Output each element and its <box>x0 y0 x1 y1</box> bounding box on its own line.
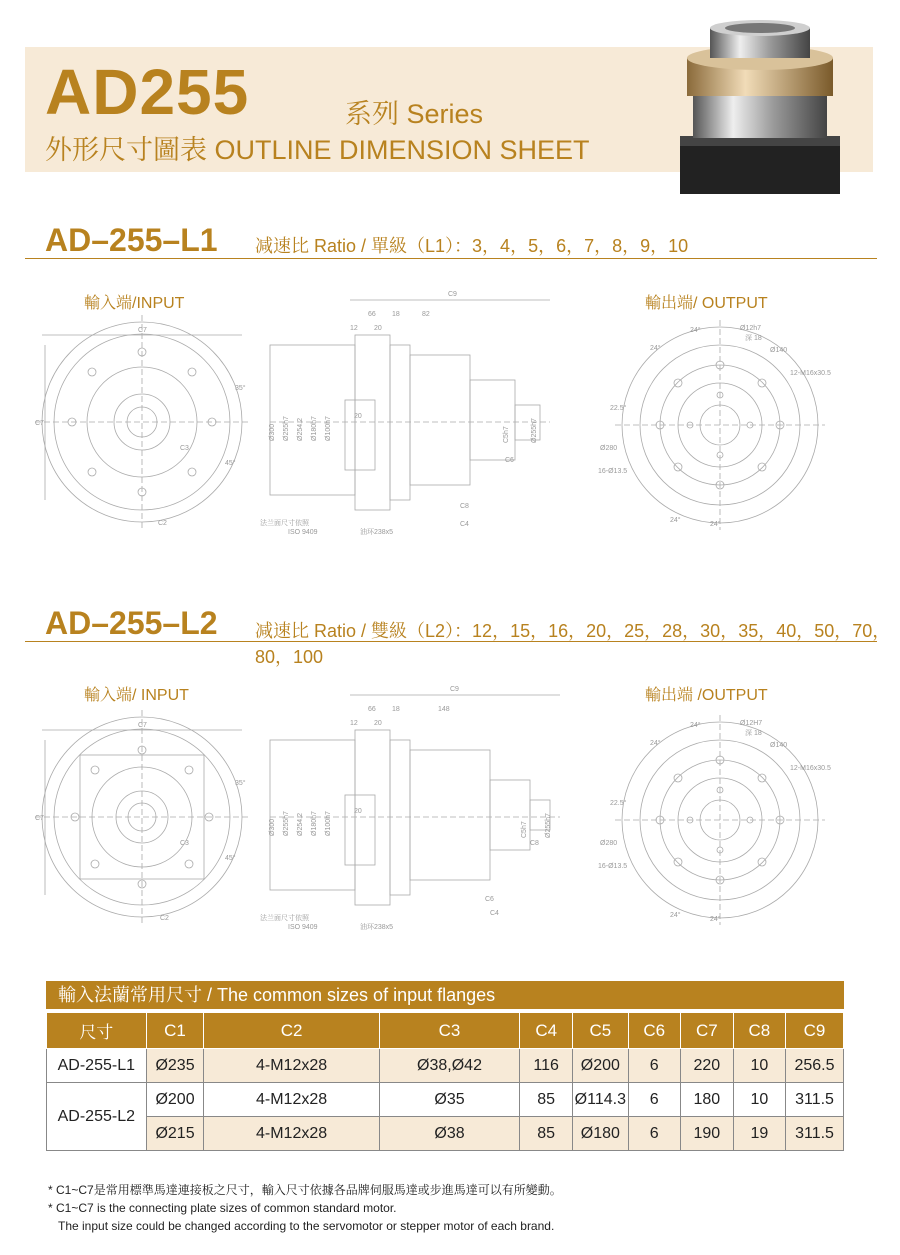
out-24a: 24° <box>690 327 701 334</box>
in2-a35-label: 35° <box>235 780 246 787</box>
out2-depth: 深 18 <box>745 730 762 737</box>
table-cell: 10 <box>733 1049 785 1083</box>
side-66-label: 66 <box>368 311 376 318</box>
out2-24c: 24° <box>670 912 681 919</box>
table-cell: 6 <box>628 1049 680 1083</box>
section-ratio-l1: 减速比 Ratio / 單級（L1）：3，4，5，6，7，8，9，10 <box>255 236 689 256</box>
side2-c8-label: C8 <box>530 840 539 847</box>
table-header: C4 <box>520 1013 573 1049</box>
table-cell: 6 <box>628 1117 680 1151</box>
side2-148-label: 148 <box>438 706 450 713</box>
table-header: C3 <box>379 1013 520 1049</box>
table-cell: Ø38 <box>379 1117 520 1151</box>
table-header: C1 <box>146 1013 204 1049</box>
table-header: C5 <box>573 1013 629 1049</box>
table-cell: 116 <box>520 1049 573 1083</box>
side-d255-label: Ø255h7 <box>283 416 290 441</box>
table-cell: Ø235 <box>146 1049 204 1083</box>
side2-c1-label: Ø255h7 <box>545 813 552 838</box>
table-cell: Ø215 <box>146 1117 204 1151</box>
table-cell: 180 <box>680 1083 733 1117</box>
side2-18-label: 18 <box>392 706 400 713</box>
table-cell: 85 <box>520 1083 573 1117</box>
section-ratio-l2: 减速比 Ratio / 雙級（L2）：12，15，16，20，25，28，30，35，40，50，70，80，100 <box>255 621 891 667</box>
side-c9-label: C9 <box>448 291 457 298</box>
out2-225: 22.5° <box>610 800 627 807</box>
table-header: C8 <box>733 1013 785 1049</box>
table-cell: 190 <box>680 1117 733 1151</box>
side-12-label: 12 <box>350 325 358 332</box>
in2-c3-label: C3 <box>180 840 189 847</box>
in2-c7-label: C7 <box>138 722 147 729</box>
table-cell: Ø200 <box>146 1083 204 1117</box>
table-cell: 256.5 <box>786 1049 844 1083</box>
table-cell: 19 <box>733 1117 785 1151</box>
out-d140: Ø140 <box>770 347 788 354</box>
in2-c7v-label: C7 <box>35 815 44 822</box>
out2-24a: 24° <box>690 722 701 729</box>
side-82-label: 82 <box>422 311 430 318</box>
table-cell: 4-M12x28 <box>204 1083 379 1117</box>
side2-d100-label: Ø100h7 <box>325 811 332 836</box>
table-cell: 4-M12x28 <box>204 1117 379 1151</box>
table-title: 輸入法蘭常用尺寸 / The common sizes of input flanges <box>46 981 844 1009</box>
out-24b: 24° <box>650 345 661 352</box>
output-view-label-l1: 輸出端/ OUTPUT <box>645 295 768 312</box>
out2-holes2: 16-Ø13.5 <box>598 863 628 870</box>
side2-20-label: 20 <box>374 720 382 727</box>
footnote-english-2: The input size could be changed according to the servomotor or stepper motor of each brand. <box>58 1219 555 1233</box>
side2-d254-label: Ø254.2 <box>297 813 304 836</box>
side2-d180-label: Ø180h7 <box>311 811 318 836</box>
table-cell: 311.5 <box>786 1083 844 1117</box>
flange-size-table <box>46 1012 844 1151</box>
table-header: C2 <box>204 1013 379 1049</box>
table-cell: 10 <box>733 1083 785 1117</box>
out2-24b: 24° <box>650 740 661 747</box>
side-oring: 油环238x5 <box>360 529 394 536</box>
out2-d12h7: Ø12H7 <box>740 720 763 727</box>
side-c5-label: C5h7 <box>503 426 510 443</box>
side2-c4-label: C4 <box>490 910 499 917</box>
in-c7-label: C7 <box>138 327 147 334</box>
table-header: C9 <box>786 1013 844 1049</box>
out2-d280: Ø280 <box>600 840 618 847</box>
side-d100-label: Ø100h7 <box>325 416 332 441</box>
side-c8-label: C8 <box>460 503 469 510</box>
side-20-label: 20 <box>374 325 382 332</box>
side-d180-label: Ø180h7 <box>311 416 318 441</box>
table-header: C7 <box>680 1013 733 1049</box>
side-note2: ISO 9409 <box>288 529 318 536</box>
out-225: 22.5° <box>610 405 627 412</box>
page-subtitle: 外形尺寸圖表 OUTLINE DIMENSION SHEET <box>45 135 590 165</box>
in-c3-label: C3 <box>180 445 189 452</box>
side-c1-label: Ø255h7 <box>531 418 538 443</box>
side-c6-label: C6 <box>505 457 514 464</box>
in-c7v-label: C7 <box>35 420 44 427</box>
table-cell: Ø180 <box>573 1117 629 1151</box>
table-row <box>47 1083 844 1117</box>
table-cell: Ø200 <box>573 1049 629 1083</box>
table-header: C6 <box>628 1013 680 1049</box>
in2-c2-label: C2 <box>160 915 169 922</box>
footnote-english-1: * C1~C7 is the connecting plate sizes of common standard motor. <box>48 1201 397 1215</box>
out-d12h7: Ø12h7 <box>740 325 762 332</box>
side2-oring: 油环238x5 <box>360 924 394 931</box>
side2-12-label: 12 <box>350 720 358 727</box>
side-note1: 法兰面尺寸依照 <box>260 520 309 527</box>
in2-a45-label: 45° <box>225 855 236 862</box>
series-label: 系列 Series <box>345 99 484 129</box>
input-view-label-l2: 輸入端/ INPUT <box>84 687 189 704</box>
table-cell: 85 <box>520 1117 573 1151</box>
side-c4-label: C4 <box>460 521 469 528</box>
side-18-label: 18 <box>392 311 400 318</box>
side2-c5-label: C5h7 <box>521 821 528 838</box>
side2-c6-label: C6 <box>485 896 494 903</box>
in-a45-label: 45° <box>225 460 236 467</box>
side2-d300-label: Ø300 <box>269 818 276 836</box>
table-cell: 4-M12x28 <box>204 1049 379 1083</box>
model-cell: AD-255-L2 <box>47 1083 147 1151</box>
out-holes: 12-M16x30.5 <box>790 370 831 377</box>
side2-c9-label: C9 <box>450 686 459 693</box>
input-view-label-l1: 輸入端/INPUT <box>84 295 185 312</box>
table-header: 尺寸 <box>47 1013 147 1049</box>
table-cell: 311.5 <box>786 1117 844 1151</box>
section-title-l2: AD–255–L2 <box>45 605 218 641</box>
table-cell: Ø114.3 <box>573 1083 629 1117</box>
table-cell: 6 <box>628 1083 680 1117</box>
out-d280: Ø280 <box>600 445 618 452</box>
out2-d140: Ø140 <box>770 742 788 749</box>
in-c2-label: C2 <box>158 520 167 527</box>
out2-holes: 12-M16x30.5 <box>790 765 831 772</box>
table-row <box>47 1049 844 1083</box>
out-holes2: 16-Ø13.5 <box>598 468 628 475</box>
side2-20b-label: 20 <box>354 808 362 815</box>
brand-title: AD255 <box>45 56 250 128</box>
table-cell: 220 <box>680 1049 733 1083</box>
side2-note1: 法兰面尺寸依照 <box>260 915 309 922</box>
out-24c: 24° <box>670 517 681 524</box>
output-view-label-l2: 輸出端 /OUTPUT <box>645 687 768 704</box>
table-cell: Ø38,Ø42 <box>379 1049 520 1083</box>
side2-note2: ISO 9409 <box>288 924 318 931</box>
side-20b-label: 20 <box>354 413 362 420</box>
table-header-row <box>47 1013 844 1049</box>
side-d300-label: Ø300 <box>269 423 276 441</box>
table-cell: Ø35 <box>379 1083 520 1117</box>
footnote-chinese: * C1~C7是常用標準馬達連接板之尺寸，輸入尺寸依據各品牌伺服馬達或步進馬達可以有所變動。 <box>48 1183 562 1197</box>
gearbox-product-image <box>665 18 850 198</box>
section-divider-l1 <box>25 258 877 259</box>
side-d254-label: Ø254.2 <box>297 418 304 441</box>
section-divider-l2 <box>25 641 877 642</box>
in-a35-label: 35° <box>235 385 246 392</box>
section-title-l1: AD–255–L1 <box>45 222 218 258</box>
out2-24d: 24° <box>710 916 721 923</box>
side2-66-label: 66 <box>368 706 376 713</box>
out-depth: 深 18 <box>745 335 762 342</box>
out-24d: 24° <box>710 521 721 528</box>
table-row <box>47 1117 844 1151</box>
side2-d255-label: Ø255h7 <box>283 811 290 836</box>
model-cell: AD-255-L1 <box>47 1049 147 1083</box>
